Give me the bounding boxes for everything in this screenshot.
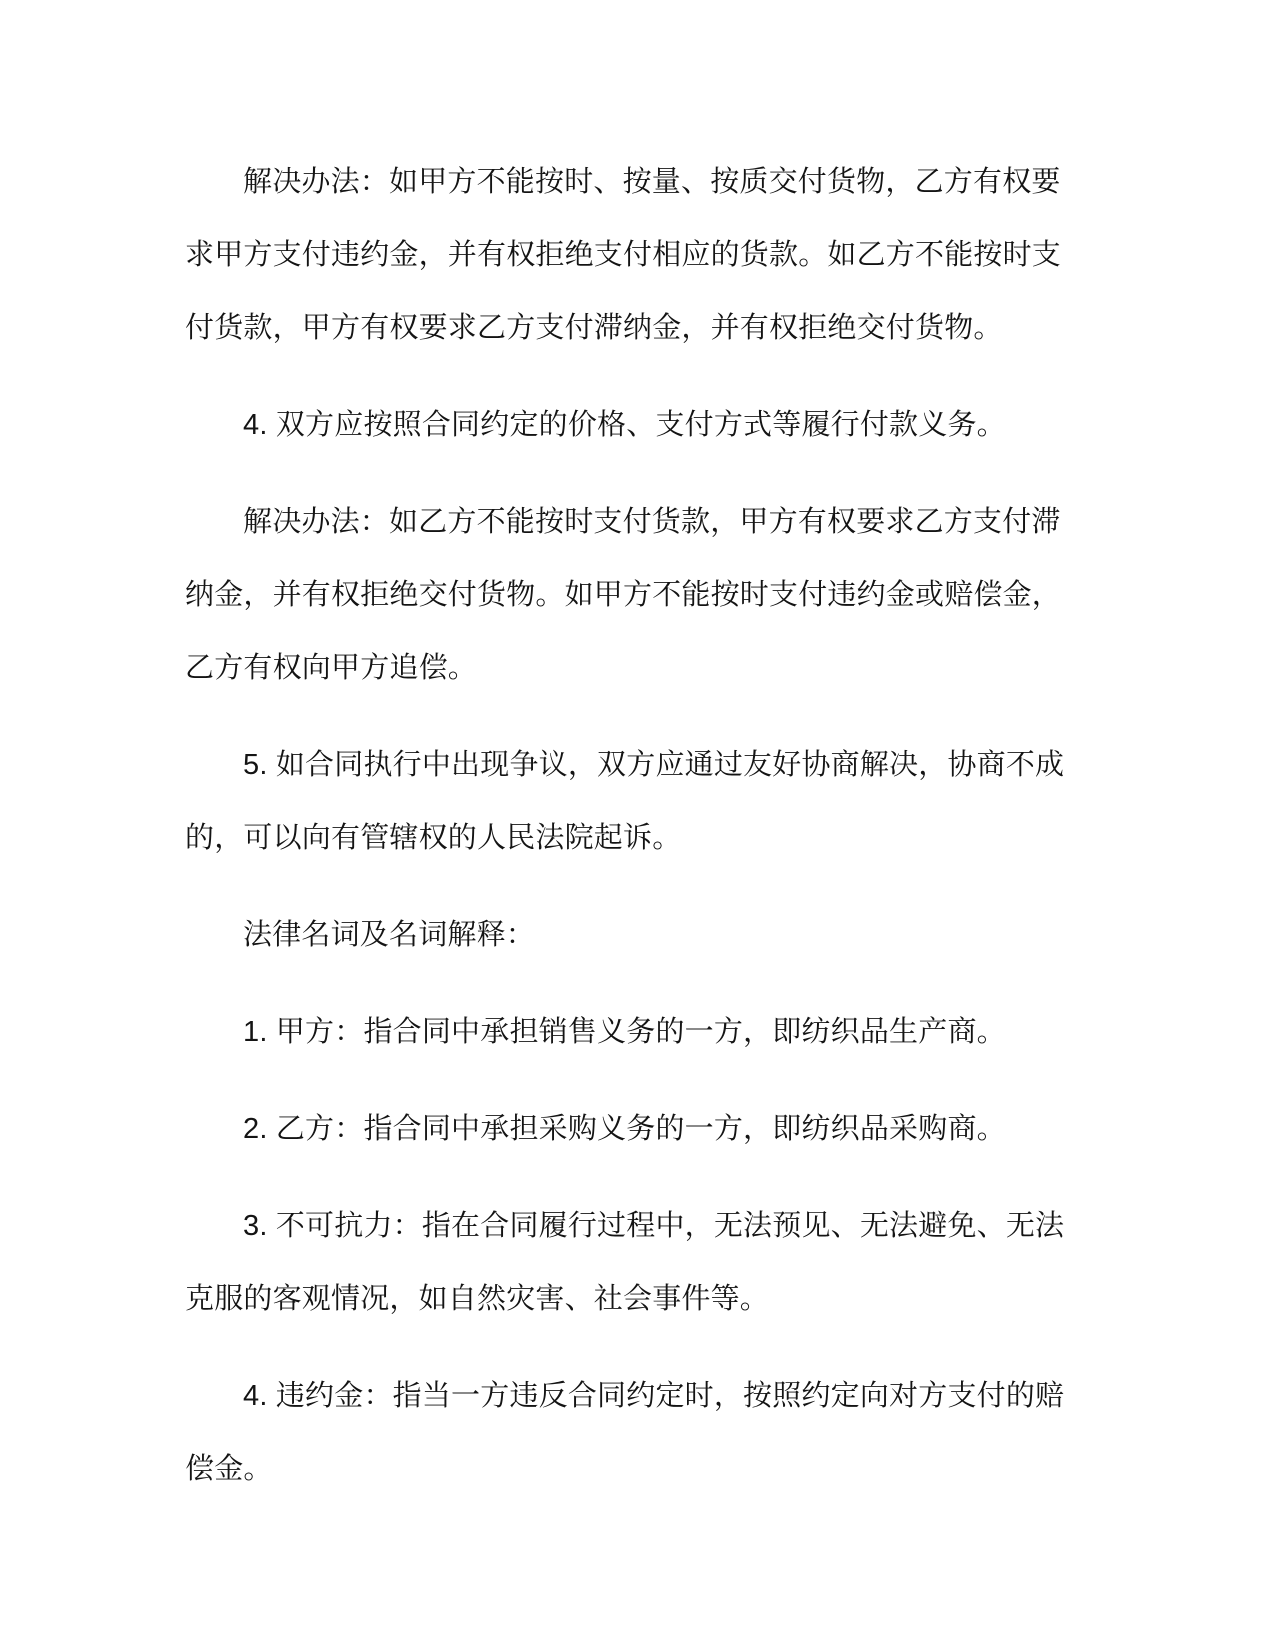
text-line: 克服的客观情况，如自然灾害、社会事件等。	[185, 1283, 770, 1315]
text-line: 求甲方支付违约金，并有权拒绝支付相应的货款。如乙方不能按时支	[185, 239, 1062, 271]
paragraph	[185, 1190, 1065, 1336]
text-line: 纳金，并有权拒绝交付货物。如甲方不能按时支付违约金或赔偿金，	[185, 579, 1062, 611]
text-line: 解决办法：如甲方不能按时、按量、按质交付货物，乙方有权要	[243, 166, 1061, 198]
text-line: 法律名词及名词解释：	[243, 919, 536, 951]
text-line: 偿金。	[185, 1453, 273, 1485]
paragraph	[185, 1093, 1065, 1166]
text-line: 5. 如合同执行中出现争议，双方应通过友好协商解决，协商不成	[243, 749, 1065, 781]
paragraph	[185, 1360, 1065, 1506]
text-line: 付货款，甲方有权要求乙方支付滞纳金，并有权拒绝交付货物。	[185, 312, 1003, 344]
text-line: 的，可以向有管辖权的人民法院起诉。	[185, 822, 682, 854]
text-line: 3. 不可抗力：指在合同履行过程中，无法预见、无法避免、无法	[243, 1210, 1065, 1242]
text-line: 2. 乙方：指合同中承担采购义务的一方，即纺织品采购商。	[243, 1113, 1006, 1145]
text-line: 4. 双方应按照合同约定的价格、支付方式等履行付款义务。	[243, 409, 1006, 441]
text-line: 4. 违约金：指当一方违反合同约定时，按照约定向对方支付的赔	[243, 1380, 1065, 1412]
paragraph	[185, 486, 1065, 705]
text-line: 1. 甲方：指合同中承担销售义务的一方，即纺织品生产商。	[243, 1016, 1006, 1048]
text-line: 乙方有权向甲方追偿。	[185, 652, 478, 684]
paragraph	[185, 729, 1065, 875]
text-line: 解决办法：如乙方不能按时支付货款，甲方有权要求乙方支付滞	[243, 506, 1061, 538]
paragraph	[185, 146, 1065, 365]
paragraph	[185, 389, 1065, 462]
paragraph	[185, 899, 1065, 972]
paragraph	[185, 996, 1065, 1069]
